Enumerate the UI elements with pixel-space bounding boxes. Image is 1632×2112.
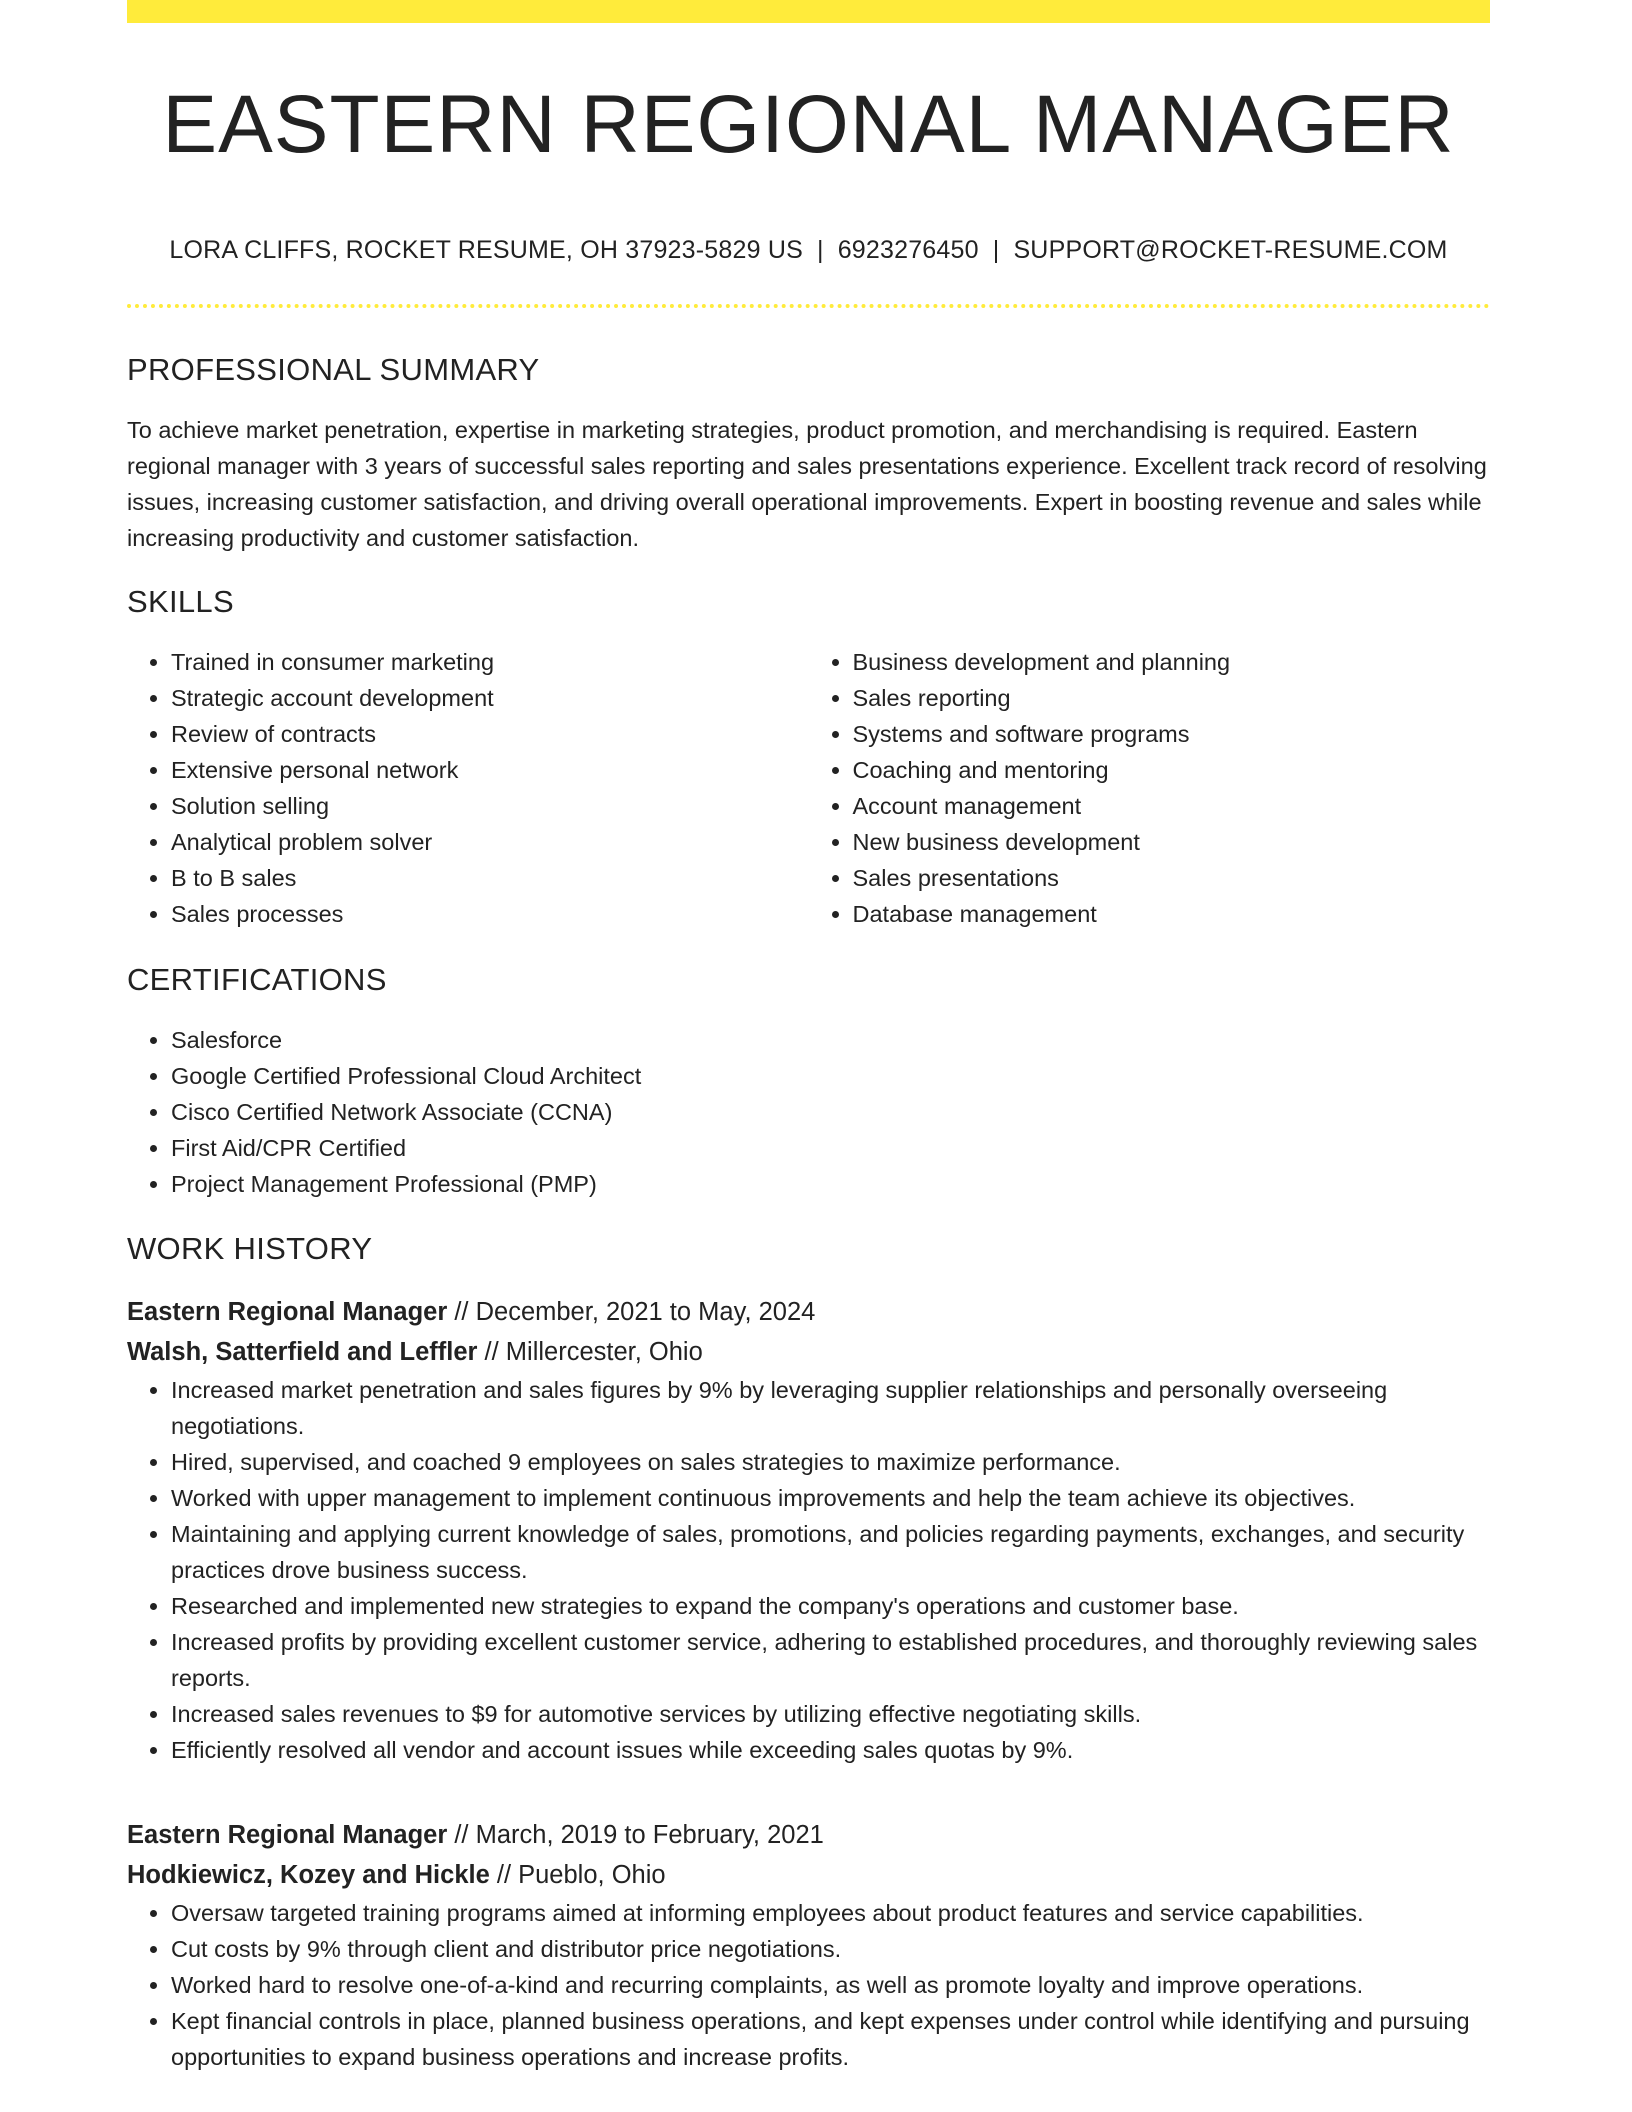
job-company-line [127, 1332, 1490, 1372]
job-bullet: • Cut costs by 9% through client and distributor price negotiations. [171, 1931, 1490, 1967]
skill-item: • Trained in consumer marketing [171, 644, 809, 680]
skill-item: • Sales processes [171, 896, 809, 932]
skills-section [127, 584, 1490, 932]
certification-item: • Cisco Certified Network Associate (CCNA) [171, 1094, 1490, 1130]
certifications-heading: CERTIFICATIONS [127, 962, 387, 997]
job-location: // Pueblo, Ohio [489, 1861, 666, 1889]
job-bullet: • Increased market penetration and sales figures by 9% by leveraging supplier relationships and personally overseeing negotiations. [171, 1372, 1490, 1444]
skill-item: • Systems and software programs [853, 716, 1491, 752]
skill-item: • Business development and planning [853, 644, 1491, 680]
job-bullet: • Increased sales revenues to $9 for automotive services by utilizing effective negotiating skills. [171, 1696, 1490, 1732]
contact-line [127, 236, 1490, 265]
job-bullet: • Kept financial controls in place, planned business operations, and kept expenses under control while identifying and pursuing opportunities to expand business operations and increase profits. [171, 2003, 1490, 2075]
skill-item: • New business development [853, 824, 1491, 860]
skills-columns [127, 644, 1490, 932]
skills-list-left [127, 644, 809, 932]
skills-list-right [809, 644, 1491, 932]
skill-item: • Extensive personal network [171, 752, 809, 788]
job-title-line [127, 1292, 1490, 1332]
job-title: Eastern Regional Manager [127, 1821, 448, 1849]
skill-item: • Review of contracts [171, 716, 809, 752]
skill-item: • Strategic account development [171, 680, 809, 716]
job-bullet: • Efficiently resolved all vendor and account issues while exceeding sales quotas by 9%. [171, 1732, 1490, 1768]
skill-item: • Solution selling [171, 788, 809, 824]
contact-phone: 6923276450 [837, 236, 979, 264]
contact-separator: | [992, 236, 1000, 264]
resume-title: EASTERN REGIONAL MANAGER [162, 79, 1455, 170]
skill-item: • Sales presentations [853, 860, 1491, 896]
job-bullet: • Increased profits by providing excellent customer service, adhering to established procedures, and thoroughly reviewing sales reports. [171, 1624, 1490, 1696]
job-entry [127, 1815, 1490, 2075]
job-bullet: • Maintaining and applying current knowledge of sales, promotions, and policies regarding payments, exchanges, and security practices drove business success. [171, 1516, 1490, 1588]
contact-separator: | [816, 236, 824, 264]
skill-item: • B to B sales [171, 860, 809, 896]
job-company-line [127, 1855, 1490, 1895]
certification-item: • Salesforce [171, 1022, 1490, 1058]
job-bullet: • Hired, supervised, and coached 9 employees on sales strategies to maximize performance. [171, 1444, 1490, 1480]
contact-email: SUPPORT@ROCKET-RESUME.COM [1013, 236, 1448, 264]
certification-item: • Project Management Professional (PMP) [171, 1166, 1490, 1202]
skill-item: • Analytical problem solver [171, 824, 809, 860]
work-history-heading: WORK HISTORY [127, 1231, 373, 1266]
skill-item: • Coaching and mentoring [853, 752, 1491, 788]
top-accent-bar [127, 0, 1490, 23]
job-bullets [127, 1372, 1490, 1768]
skill-item: • Sales reporting [853, 680, 1491, 716]
job-dates: // December, 2021 to May, 2024 [447, 1298, 816, 1326]
job-entry [127, 1292, 1490, 1768]
job-title-line [127, 1815, 1490, 1855]
job-bullet: • Worked hard to resolve one-of-a-kind and recurring complaints, as well as promote loyalty and improve operations. [171, 1967, 1490, 2003]
job-title: Eastern Regional Manager [127, 1298, 448, 1326]
skill-item: • Account management [853, 788, 1491, 824]
skills-heading: SKILLS [127, 584, 234, 619]
job-bullet: • Oversaw targeted training programs aimed at informing employees about product features and service capabilities. [171, 1895, 1490, 1931]
summary-section [127, 352, 1490, 556]
skill-item: • Database management [853, 896, 1491, 932]
job-company: Walsh, Satterfield and Leffler [127, 1338, 478, 1366]
summary-heading: PROFESSIONAL SUMMARY [127, 352, 540, 387]
summary-text: To achieve market penetration, expertise in marketing strategies, product promotion, and merchandising is required. Eastern regional manager with 3 years of successful sales reporting and sales presentations experience. Excellent track record of resolving issues, increasing customer satisfaction, and driving overall operational improvements. Expert in boosting revenue and sales while increasing productivity and customer satisfaction. [127, 417, 1487, 551]
job-bullets [127, 1895, 1490, 2075]
certifications-list [127, 1022, 1490, 1202]
certifications-section [127, 962, 1490, 1202]
contact-address: LORA CLIFFS, ROCKET RESUME, OH 37923-5829 US [169, 236, 803, 264]
job-bullet: • Worked with upper management to implement continuous improvements and help the team achieve its objectives. [171, 1480, 1490, 1516]
certification-item: • First Aid/CPR Certified [171, 1130, 1490, 1166]
job-location: // Millercester, Ohio [477, 1338, 703, 1366]
work-history-section [127, 1231, 1490, 1267]
job-company: Hodkiewicz, Kozey and Hickle [127, 1861, 490, 1889]
job-bullet: • Researched and implemented new strategies to expand the company's operations and customer base. [171, 1588, 1490, 1624]
job-dates: // March, 2019 to February, 2021 [447, 1821, 824, 1849]
header-divider [127, 304, 1490, 308]
certification-item: • Google Certified Professional Cloud Architect [171, 1058, 1490, 1094]
